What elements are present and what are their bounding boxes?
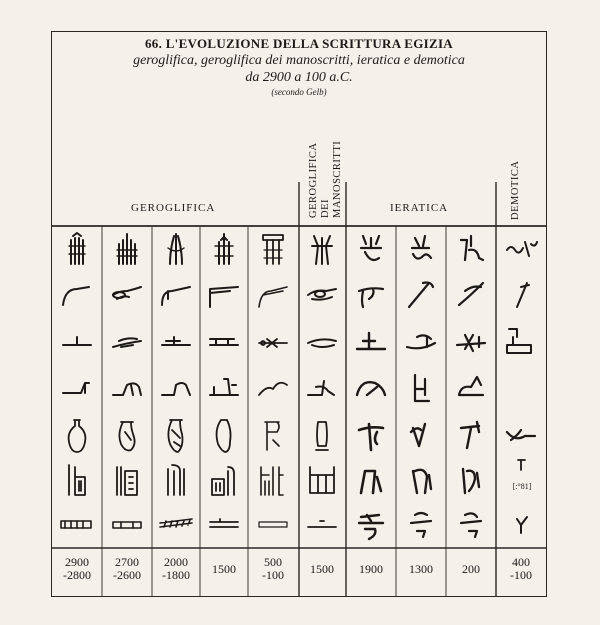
glyph-reclining-geroglifica-1	[63, 383, 89, 393]
date-end: -100	[262, 568, 284, 582]
glyph-sledge-demotica	[517, 517, 527, 533]
glyph-horn-geroglifica-2	[113, 287, 141, 299]
date-start: 2700	[115, 555, 139, 569]
glyph-sledge-geroglifica-5	[259, 522, 287, 527]
glyph-horn-geroglifica-3	[162, 287, 190, 305]
header-geroglifica: GEROGLIFICA	[131, 202, 216, 214]
demotic-note: [:°81]	[512, 482, 532, 491]
date-start: 1900	[359, 562, 383, 576]
glyph-door-geroglifica-1	[69, 465, 85, 495]
date-cell	[200, 563, 248, 576]
glyph-reclining-geroglifica-3	[162, 383, 190, 395]
glyph-horn-ieratica-2	[409, 283, 433, 308]
date-end: -1800	[162, 568, 190, 582]
glyph-sledge-geroglifica-3	[160, 519, 192, 527]
date-cell	[249, 556, 297, 582]
date-start: 500	[264, 555, 282, 569]
date-cell	[497, 556, 545, 582]
glyph-horn-ieratica-1	[359, 288, 383, 307]
date-cell	[447, 563, 495, 576]
glyph-vase-ieratica-3	[461, 422, 479, 448]
glyph-door-ieratica-1	[361, 471, 381, 493]
glyph-reclining-geroglifica-2	[113, 383, 141, 395]
figure-title: 66. L'EVOLUZIONE DELLA SCRITTURA EGIZIA	[145, 36, 453, 51]
glyph-boat-geroglifica-2	[113, 338, 141, 347]
glyph-door-ieratica-3	[463, 469, 479, 493]
date-end: -100	[510, 568, 532, 582]
glyph-boat-ieratica-3	[457, 335, 485, 351]
glyph-vase-geroglifica-2	[119, 422, 134, 450]
date-start: 400	[512, 555, 530, 569]
glyph-door-geroglifica-5	[261, 467, 283, 495]
header-demotica: DEMOTICA	[510, 160, 521, 220]
date-cell	[397, 563, 445, 576]
date-cell	[152, 556, 200, 582]
glyph-plant-geroglifica-4	[215, 234, 233, 264]
glyph-boat-ieratica-2	[407, 335, 435, 348]
glyph-door-geroglifica-4	[212, 467, 234, 495]
glyph-plant-manoscritti	[312, 236, 332, 264]
glyph-reclining-ieratica-1	[357, 382, 385, 395]
figure-subtitle-1: geroglifica, geroglifica dei manoscritti, ieratica e demotica	[133, 53, 465, 68]
glyph-sledge-geroglifica-2	[113, 522, 141, 528]
glyph-plant-ieratica-3	[461, 236, 483, 260]
glyph-door-manoscritti	[310, 467, 334, 493]
glyph-boat-manoscritti	[308, 339, 336, 347]
glyph-door-demotica	[518, 460, 525, 470]
date-cell	[347, 563, 395, 576]
glyph-horn-geroglifica-1	[63, 287, 89, 305]
glyph-vase-ieratica-1	[359, 424, 383, 450]
header-manoscritti-line1: GEROGLIFICA	[308, 142, 319, 218]
glyph-door-geroglifica-3	[168, 465, 184, 495]
glyph-boat-demotica	[507, 329, 531, 353]
glyph-horn-geroglifica-4	[210, 287, 238, 307]
glyph-sledge-ieratica-3	[461, 513, 481, 537]
glyph-boat-geroglifica-4	[210, 339, 238, 345]
header-manoscritti-line2: DEI MANOSCRITTI	[320, 140, 343, 218]
glyph-horn-ieratica-3	[459, 283, 483, 305]
glyph-sledge-manoscritti	[308, 521, 336, 527]
date-cell	[298, 563, 346, 576]
date-cell	[53, 556, 101, 582]
glyph-vase-manoscritti	[316, 422, 328, 450]
source-note: (secondo Gelb)	[271, 87, 327, 97]
date-start: 1300	[409, 562, 433, 576]
glyph-reclining-ieratica-3	[459, 377, 483, 395]
glyph-reclining-ieratica-2	[415, 375, 429, 401]
date-cell	[103, 556, 151, 582]
date-start: 1500	[212, 562, 236, 576]
glyph-sledge-geroglifica-4	[210, 519, 238, 527]
glyph-plant-geroglifica-2	[117, 234, 137, 264]
glyph-door-geroglifica-2	[117, 467, 137, 495]
glyph-vase-ieratica-2	[411, 424, 425, 446]
glyph-boat-ieratica-1	[357, 333, 385, 349]
glyph-vase-geroglifica-4	[217, 420, 231, 452]
glyph-vase-geroglifica-1	[69, 420, 86, 452]
header-ieratica: IERATICA	[390, 202, 449, 214]
glyph-plant-demotica	[507, 242, 537, 256]
glyph-boat-geroglifica-5	[259, 339, 287, 347]
glyph-plant-ieratica-2	[412, 236, 431, 259]
date-start: 1500	[310, 562, 334, 576]
date-end: -2800	[63, 568, 91, 582]
glyph-sledge-ieratica-1	[359, 515, 383, 539]
date-start: 2000	[164, 555, 188, 569]
glyph-plant-ieratica-1	[361, 236, 381, 260]
glyph-plant-geroglifica-3	[168, 234, 184, 264]
glyph-reclining-geroglifica-5	[259, 383, 287, 395]
date-end: -2600	[113, 568, 141, 582]
glyph-reclining-geroglifica-4	[210, 379, 238, 395]
glyph-boat-geroglifica-1	[63, 337, 91, 345]
glyph-horn-geroglifica-5	[259, 287, 287, 307]
date-start: 200	[462, 562, 480, 576]
glyph-sledge-ieratica-2	[411, 513, 431, 537]
glyph-horn-manoscritti	[308, 289, 336, 300]
glyph-plant-geroglifica-5	[263, 235, 283, 264]
glyph-vase-geroglifica-5	[265, 422, 279, 450]
glyph-reclining-manoscritti	[308, 381, 334, 395]
figure-subtitle-2: da 2900 a 100 a.C.	[245, 70, 353, 85]
glyph-vase-demotica	[507, 430, 535, 440]
date-start: 2900	[65, 555, 89, 569]
glyph-plant-geroglifica-1	[69, 233, 85, 264]
glyph-door-ieratica-2	[413, 470, 431, 493]
glyph-sledge-geroglifica-1	[61, 521, 91, 528]
glyph-boat-geroglifica-3	[162, 337, 190, 345]
glyph-vase-geroglifica-3	[168, 420, 182, 452]
glyph-horn-demotica	[517, 283, 529, 307]
